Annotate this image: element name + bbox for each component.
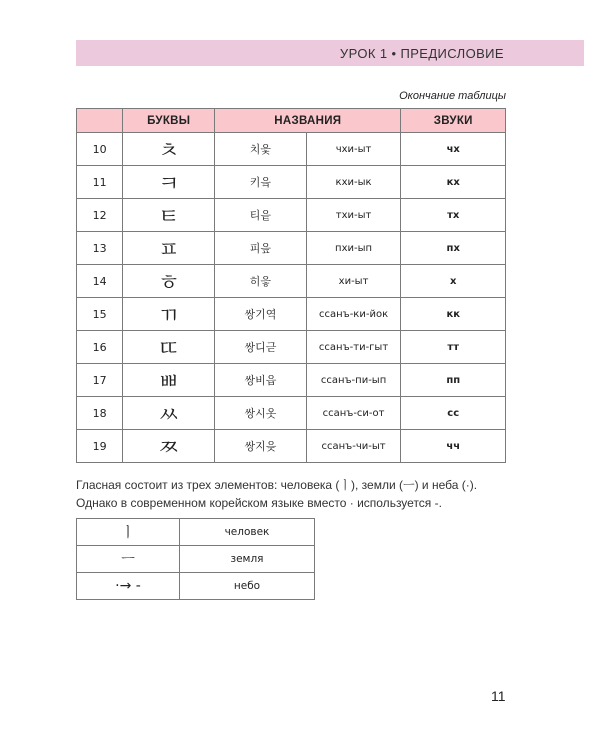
table-row — [77, 199, 506, 232]
russian-name: чхи-ыт — [306, 133, 401, 166]
table-row — [77, 397, 506, 430]
hangul-letter: ㅍ — [123, 232, 215, 265]
table-row — [77, 166, 506, 199]
sound-value: пп — [401, 364, 506, 397]
table-row — [77, 265, 506, 298]
sound-value: кх — [401, 166, 506, 199]
russian-name: ссанъ-си-от — [306, 397, 401, 430]
vowel-meaning: небо — [180, 573, 315, 600]
row-number: 18 — [77, 397, 123, 430]
row-number: 14 — [77, 265, 123, 298]
vowel-meaning: земля — [180, 546, 315, 573]
table-row — [77, 331, 506, 364]
korean-name: 쌍시옷 — [215, 397, 306, 430]
hangul-letter: ㅃ — [123, 364, 215, 397]
hangul-letter: ㄸ — [123, 331, 215, 364]
russian-name: кхи-ык — [306, 166, 401, 199]
sound-value: чч — [401, 430, 506, 463]
header-sounds: ЗВУКИ — [401, 109, 506, 133]
table-row — [77, 232, 506, 265]
hangul-letter: ㅉ — [123, 430, 215, 463]
korean-name: 치읓 — [215, 133, 306, 166]
hangul-letter: ㅌ — [123, 199, 215, 232]
vowel-symbol: ㅡ — [77, 546, 180, 573]
korean-name: 티읕 — [215, 199, 306, 232]
row-number: 13 — [77, 232, 123, 265]
table-caption: Окончание таблицы — [399, 90, 506, 102]
row-number: 16 — [77, 331, 123, 364]
sound-value: пх — [401, 232, 506, 265]
sound-value: тх — [401, 199, 506, 232]
header-names: НАЗВАНИЯ — [215, 109, 401, 133]
table-row — [77, 430, 506, 463]
korean-name: 쌍디귿 — [215, 331, 306, 364]
vowel-row — [77, 573, 315, 600]
korean-name: 쌍기역 — [215, 298, 306, 331]
header-empty-cell — [77, 109, 123, 133]
header-title: УРОК 1 • ПРЕДИСЛОВИЕ — [339, 45, 504, 61]
vowel-symbol: ㅣ — [77, 519, 180, 546]
row-number: 19 — [77, 430, 123, 463]
header-letters: БУКВЫ — [123, 109, 215, 133]
row-number: 10 — [77, 133, 123, 166]
paragraph-line-1: Гласная состоит из трех элементов: человека (ㅣ), земли (ㅡ) и неба (·). — [76, 478, 478, 492]
paragraph-line-2: Однако в современном корейском языке вместо · используется -. — [76, 496, 442, 510]
vowel-explanation — [76, 476, 516, 512]
vowel-row — [77, 519, 315, 546]
sound-value: сс — [401, 397, 506, 430]
russian-name: ссанъ-ти-гыт — [306, 331, 401, 364]
russian-name: ссанъ-пи-ып — [306, 364, 401, 397]
page-header — [76, 40, 584, 66]
row-number: 17 — [77, 364, 123, 397]
hangul-letter: ㅊ — [123, 133, 215, 166]
consonants-table — [76, 108, 506, 463]
table-row — [77, 298, 506, 331]
hangul-letter: ㅎ — [123, 265, 215, 298]
korean-name: 피읖 — [215, 232, 306, 265]
sound-value: кк — [401, 298, 506, 331]
vowel-meaning: человек — [180, 519, 315, 546]
vowel-elements-table — [76, 518, 315, 600]
row-number: 15 — [77, 298, 123, 331]
sound-value: тт — [401, 331, 506, 364]
russian-name: пхи-ып — [306, 232, 401, 265]
korean-name: 히읗 — [215, 265, 306, 298]
russian-name: ссанъ-ки-йок — [306, 298, 401, 331]
korean-name: 쌍지읒 — [215, 430, 306, 463]
vowel-symbol: ·→ - — [77, 573, 180, 600]
russian-name: ссанъ-чи-ыт — [306, 430, 401, 463]
table-row — [77, 133, 506, 166]
hangul-letter: ㅆ — [123, 397, 215, 430]
row-number: 12 — [77, 199, 123, 232]
row-number: 11 — [77, 166, 123, 199]
korean-name: 쌍비읍 — [215, 364, 306, 397]
hangul-letter: ㄲ — [123, 298, 215, 331]
russian-name: тхи-ыт — [306, 199, 401, 232]
vowel-row — [77, 546, 315, 573]
table-row — [77, 364, 506, 397]
korean-name: 키읔 — [215, 166, 306, 199]
page-number: 11 — [491, 688, 506, 704]
table-header-row — [77, 109, 506, 133]
russian-name: хи-ыт — [306, 265, 401, 298]
sound-value: чх — [401, 133, 506, 166]
hangul-letter: ㅋ — [123, 166, 215, 199]
sound-value: х — [401, 265, 506, 298]
